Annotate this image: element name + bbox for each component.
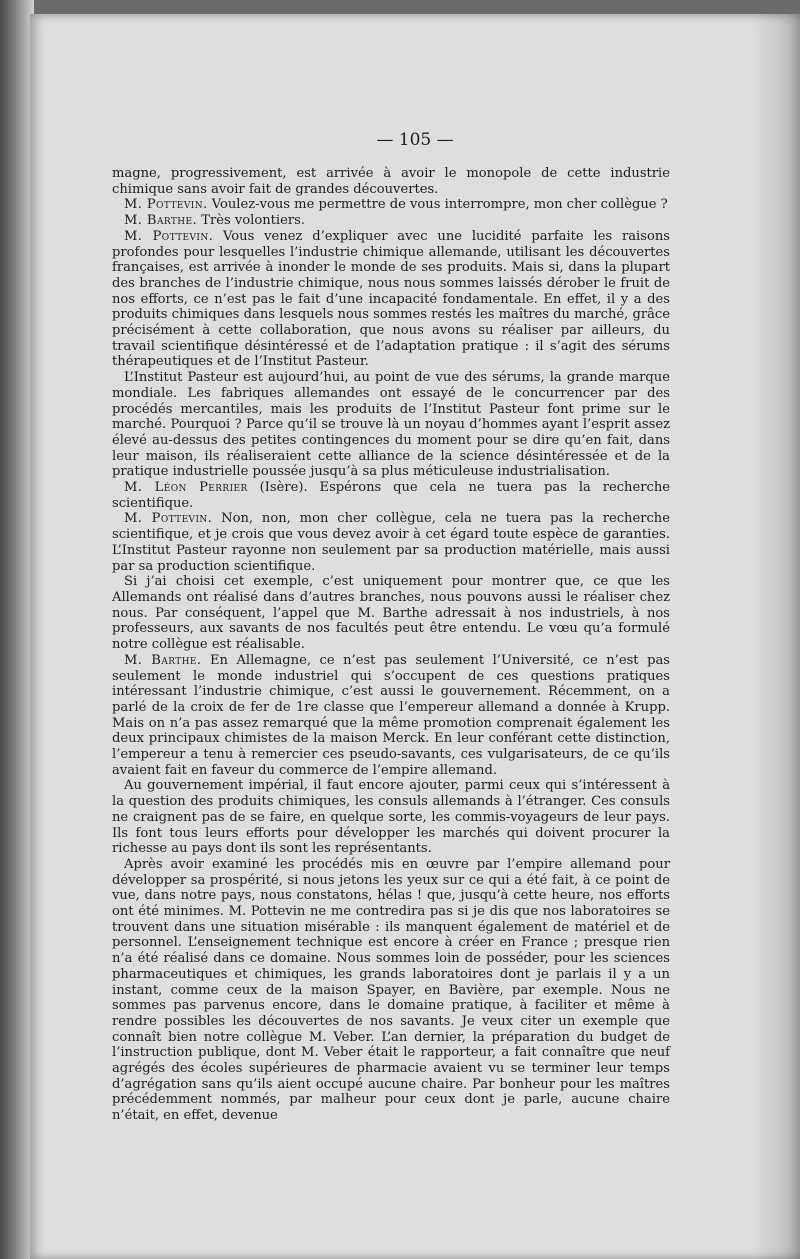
body-text	[112, 166, 670, 1124]
paragraph-text: Au gouvernement impérial, il faut encore ajouter, parmi ceux qui s’intéressent à la question des produits chimiques, les consuls allemands à l’étranger. Ces consuls ne craignent pas de se faire, en quelque sorte, les commis-voyageurs de leur pays. Ils font tous leurs efforts pour développer les marchés qui doivent procurer la richesse au pays dont ils sont les représentants.	[112, 778, 670, 857]
paragraph-text: Très volontiers.	[201, 213, 305, 229]
speaker-name: M. Pottevin.	[124, 511, 213, 527]
paragraph	[112, 778, 670, 857]
paragraph	[112, 370, 670, 480]
paragraph-text: En Allemagne, ce n’est pas seulement l’Université, ce n’est pas seulement le monde industriel qui s’occupent de ces questions pratiques intéressant l’industrie chimique, c’est aussi le gouvernement. Récemment, on a parlé de la croix de fer de 1re classe que l’empereur allemand a donnée à Krupp. Mais on n’a pas assez remarqué que la même promotion comprenait également les deux principaux chimistes de la maison Merck. En leur conférant cette distinction, l’empereur a tenu à remercier ces pseudo-savants, ces vulgarisateurs, de ce qu’ils avaient fait en faveur du commerce de l’empire allemand.	[112, 652, 670, 778]
paragraph-text: magne, progressivement, est arrivée à avoir le monopole de cette industrie chimique sans avoir fait de grandes découvertes.	[112, 166, 670, 197]
paragraph	[112, 197, 670, 213]
paragraph	[112, 213, 670, 229]
speaker-name: M. Pottevin.	[124, 197, 208, 213]
paragraph	[112, 229, 670, 370]
book-page	[30, 14, 800, 1259]
scan-background-left	[0, 0, 34, 1259]
paragraph-text: Si j’ai choisi cet exemple, c’est uniquement pour montrer que, ce que les Allemands ont réalisé dans d’autres branches, nous pouvons aussi le réaliser chez nous. Par conséquent, l’appel que M. Barthe adressait à nos industriels, à nos professeurs, aux savants de nos facultés peut être entendu. Le vœu qu’a formulé notre collègue est réalisable.	[112, 574, 670, 653]
speaker-name: M. Pottevin.	[124, 228, 214, 244]
paragraph	[112, 511, 670, 574]
paragraph	[112, 166, 670, 197]
speaker-name: M. Barthe.	[124, 652, 202, 668]
paragraph	[112, 653, 670, 779]
paragraph	[112, 857, 670, 1124]
page-shadow	[752, 14, 800, 1259]
page-number: — 105 —	[376, 130, 454, 150]
paragraph-text: Non, non, mon cher collègue, cela ne tuera pas la recherche scientifique, et je crois que vous devez avoir à cet égard toute espèce de garanties. L’Institut Pasteur rayonne non seulement par sa production matérielle, mais aussi par sa production scientifique.	[112, 511, 670, 574]
paragraph-text: Vous venez d’expliquer avec une lucidité parfaite les raisons profondes pour lesquelles l’industrie chimique allemande, utilisant les découvertes françaises, est arrivée à inonder le monde de ses produits. Mais si, dans la plupart des branches de l’industrie chimique, nous nous sommes laissés dérober le fruit de nos efforts, ce n’est pas le fait d’une incapacité fondamentale. En effet, il y a des produits chimiques dans lesquels nous sommes restés les maîtres du marché, grâce précisément à cette collaboration, que nous avons su réaliser par ailleurs, du travail scientifique désintéressé et de l’adaptation pratique : il s’agit des sérums thérapeutiques et de l’Institut Pasteur.	[112, 228, 670, 370]
paragraph-text: (Isère). Espérons que cela ne tuera pas la recherche scientifique.	[112, 480, 670, 511]
speaker-name: M. Barthe.	[124, 213, 198, 229]
speaker-name: M. Léon Perrier	[124, 480, 248, 496]
paragraph-text: L’Institut Pasteur est aujourd’hui, au point de vue des sérums, la grande marque mondiale. Les fabriques allemandes ont essayé de le concurrencer par des procédés mercantiles, mais les produits de l’Institut Pasteur font prime sur le marché. Pourquoi ? Parce qu’il se trouve là un noyau d’hommes ayant l’esprit assez élevé au-dessus des petites contingences du moment pour se dire qu’en fait, dans leur maison, ils réaliseraient cette alliance de la science désintéressée et de la pratique industrielle poussée jusqu’à sa plus méticuleuse industrialisation.	[112, 370, 670, 480]
paragraph-text: Après avoir examiné les procédés mis en œuvre par l’empire allemand pour développer sa prospérité, si nous jetons les yeux sur ce qui a été fait, à ce point de vue, dans notre pays, nous constatons, hélas ! que, jusqu’à cette heure, nos efforts ont été minimes. M. Pottevin ne me contredira pas si je dis que nos laboratoires se trouvent dans une situation misérable : ils manquent également de matériel et de personnel. L’enseignement technique est encore à créer en France ; presque rien n’a été réalisé dans ce domaine. Nous sommes loin de posséder, pour les sciences pharmaceutiques et chimiques, les grands laboratoires dont je parlais il y a un instant, comme ceux de la maison Spayer, en Bavière, par exemple. Nous ne sommes pas parvenus encore, dans le domaine pratique, à faciliter et même à rendre possibles les découvertes de nos savants. Je veux citer un exemple que connaît bien notre collègue M. Veber. L’an dernier, la préparation du budget de l’instruction publique, dont M. Veber était le rapporteur, a fait connaître que neuf agrégés des écoles supérieures de pharmacie avaient vu se terminer leur temps d’agrégation sans qu’ils aient occupé aucune chaire. Par bonheur pour les maîtres précédemment nommés, par malheur pour ceux dont je parle, aucune chaire n’était, en effet, devenue	[112, 856, 670, 1124]
paragraph-text: Voulez-vous me permettre de vous interrompre, mon cher collègue ?	[211, 197, 668, 213]
paragraph	[112, 480, 670, 511]
paragraph	[112, 574, 670, 653]
